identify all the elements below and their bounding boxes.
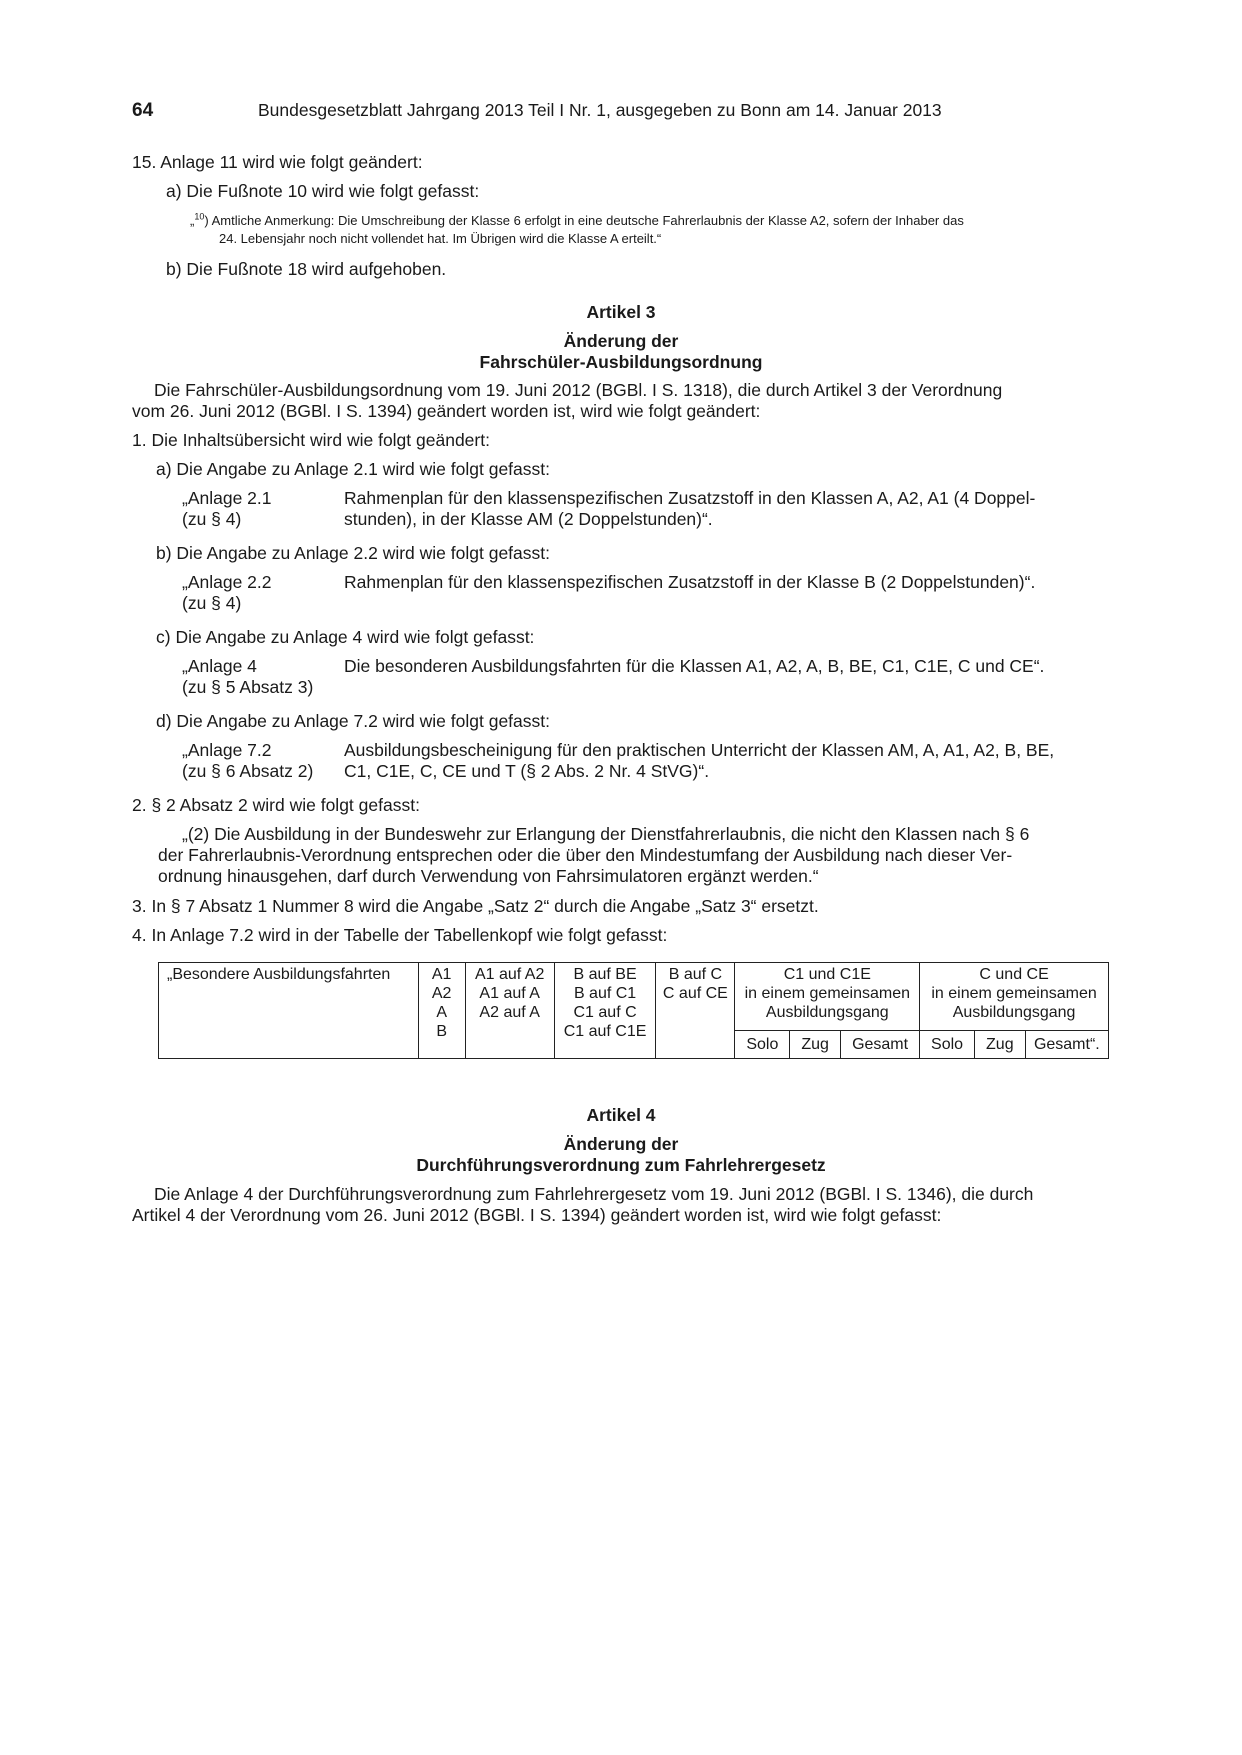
artikel-4-subtitle-2: Durchführungsverordnung zum Fahrlehrergesetz: [416, 1155, 826, 1175]
table-sub-gesamt: Gesamt“.: [1025, 1031, 1108, 1059]
artikel-3-intro-2: vom 26. Juni 2012 (BGBl. I S. 1394) geändert worden ist, wird wie folgt geändert:: [132, 401, 761, 421]
footnote-line-2: 24. Lebensjahr noch nicht vollendet hat. Im Übrigen wird die Klasse A erteilt.“: [219, 231, 662, 246]
table-sub-gesamt: Gesamt: [841, 1031, 920, 1059]
item-2-quote-3: ordnung hinausgehen, darf durch Verwendung von Fahrsimulatoren ergänzt werden.“: [158, 866, 819, 886]
anlage-4-text-1: Die besonderen Ausbildungsfahrten für die Klassen A1, A2, A, B, BE, C1, C1E, C und CE“.: [344, 656, 1045, 676]
item-15-a: a) Die Fußnote 10 wird wie folgt gefasst:: [166, 181, 480, 201]
artikel-3-item-3: 3. In § 7 Absatz 1 Nummer 8 wird die Angabe „Satz 2“ durch die Angabe „Satz 3“ ersetzt.: [132, 896, 819, 916]
table-cell-classes: A1 A2 A B: [418, 963, 465, 1059]
table-sub-solo: Solo: [735, 1031, 790, 1059]
anlage-2-2-ref-para: (zu § 4): [182, 593, 242, 613]
table-sub-zug: Zug: [974, 1031, 1025, 1059]
anlage-2-2-text-1: Rahmenplan für den klassenspezifischen Zusatzstoff in der Klasse B (2 Doppelstunden)“.: [344, 572, 1036, 592]
item-15-b: b) Die Fußnote 18 wird aufgehoben.: [166, 259, 447, 279]
item-1-d: d) Die Angabe zu Anlage 7.2 wird wie folgt gefasst:: [156, 711, 550, 731]
table-cell-c-transitions: B auf C C auf CE: [656, 963, 735, 1059]
table-cell-besondere-ausbildungsfahrten: „Besondere Ausbildungsfahrten: [159, 963, 419, 1059]
artikel-3-title: Artikel 3: [586, 302, 656, 322]
anlage-2-1-ref: „Anlage 2.1: [182, 488, 272, 508]
footnote-line-1: ) Amtliche Anmerkung: Die Umschreibung der Klasse 6 erfolgt in eine deutsche Fahrerlaubnis der Klasse A2, sofern der Inhaber das: [204, 213, 964, 228]
table-cell-a-transitions: A1 auf A2 A1 auf A A2 auf A: [465, 963, 554, 1059]
anlage-7-2-ref-para: (zu § 6 Absatz 2): [182, 761, 314, 781]
item-2-quote-2: der Fahrerlaubnis-Verordnung entsprechen oder die über den Mindestumfang der Ausbildung nach dieser Ver-: [158, 845, 1013, 865]
anlage-2-1-text-1: Rahmenplan für den klassenspezifischen Zusatzstoff in den Klassen A, A2, A1 (4 Doppel-: [344, 488, 1036, 508]
artikel-4-intro-2: Artikel 4 der Verordnung vom 26. Juni 2012 (BGBl. I S. 1394) geändert worden ist, wird wie folgt gefasst:: [132, 1205, 942, 1225]
artikel-3-item-4: 4. In Anlage 7.2 wird in der Tabelle der Tabellenkopf wie folgt gefasst:: [132, 925, 668, 945]
anlage-7-2-text-1: Ausbildungsbescheinigung für den praktischen Unterricht der Klassen AM, A, A1, A2, B, BE,: [344, 740, 1055, 760]
anlage-2-1-text-2: stunden), in der Klasse AM (2 Doppelstunden)“.: [344, 509, 713, 529]
artikel-3-subtitle-1: Änderung der: [563, 331, 679, 351]
artikel-4-intro-1: Die Anlage 4 der Durchführungsverordnung zum Fahrlehrergesetz vom 19. Juni 2012 (BGBl. I S. 1346), die durch: [154, 1184, 1034, 1204]
artikel-3-item-1: 1. Die Inhaltsübersicht wird wie folgt geändert:: [132, 430, 490, 450]
page-header: [132, 100, 1112, 124]
anlage-7-2-ref: „Anlage 7.2: [182, 740, 272, 760]
table-sub-solo: Solo: [920, 1031, 975, 1059]
footnote-open-quote: „: [190, 213, 195, 228]
item-2-quote-1: „(2) Die Ausbildung in der Bundeswehr zur Erlangung der Dienstfahrerlaubnis, die nicht den Klassen nach § 6: [182, 824, 1030, 844]
artikel-4-subtitle-1: Änderung der: [563, 1134, 679, 1154]
table-group-c-ce: C und CE in einem gemeinsamen Ausbildungsgang: [920, 963, 1109, 1031]
artikel-3-intro-1: Die Fahrschüler-Ausbildungsordnung vom 19. Juni 2012 (BGBl. I S. 1318), die durch Artikel 3 der Verordnung: [154, 380, 1003, 400]
tabellenkopf-table: [158, 962, 1109, 1059]
page-number: 64: [132, 100, 154, 121]
anlage-4-ref-para: (zu § 5 Absatz 3): [182, 677, 314, 697]
footnote-mark: 10: [194, 211, 205, 222]
item-1-b: b) Die Angabe zu Anlage 2.2 wird wie folgt gefasst:: [156, 543, 550, 563]
anlage-4-ref: „Anlage 4: [182, 656, 257, 676]
header-title: Bundesgesetzblatt Jahrgang 2013 Teil I Nr. 1, ausgegeben zu Bonn am 14. Januar 2013: [258, 100, 942, 120]
anlage-2-1-ref-para: (zu § 4): [182, 509, 242, 529]
artikel-3-subtitle-2: Fahrschüler-Ausbildungsordnung: [479, 352, 763, 372]
artikel-4-title: Artikel 4: [586, 1105, 656, 1125]
item-1-a: a) Die Angabe zu Anlage 2.1 wird wie folgt gefasst:: [156, 459, 550, 479]
item-1-c: c) Die Angabe zu Anlage 4 wird wie folgt gefasst:: [156, 627, 535, 647]
table-group-c1-c1e: C1 und C1E in einem gemeinsamen Ausbildungsgang: [735, 963, 920, 1031]
table-cell-b-transitions: B auf BE B auf C1 C1 auf C C1 auf C1E: [554, 963, 655, 1059]
anlage-7-2-text-2: C1, C1E, C, CE und T (§ 2 Abs. 2 Nr. 4 StVG)“.: [344, 761, 710, 781]
anlage-2-2-ref: „Anlage 2.2: [182, 572, 272, 592]
item-15-intro: 15. Anlage 11 wird wie folgt geändert:: [132, 152, 423, 172]
table-sub-zug: Zug: [790, 1031, 841, 1059]
footnote-10: [190, 212, 1110, 229]
artikel-3-item-2: 2. § 2 Absatz 2 wird wie folgt gefasst:: [132, 795, 420, 815]
